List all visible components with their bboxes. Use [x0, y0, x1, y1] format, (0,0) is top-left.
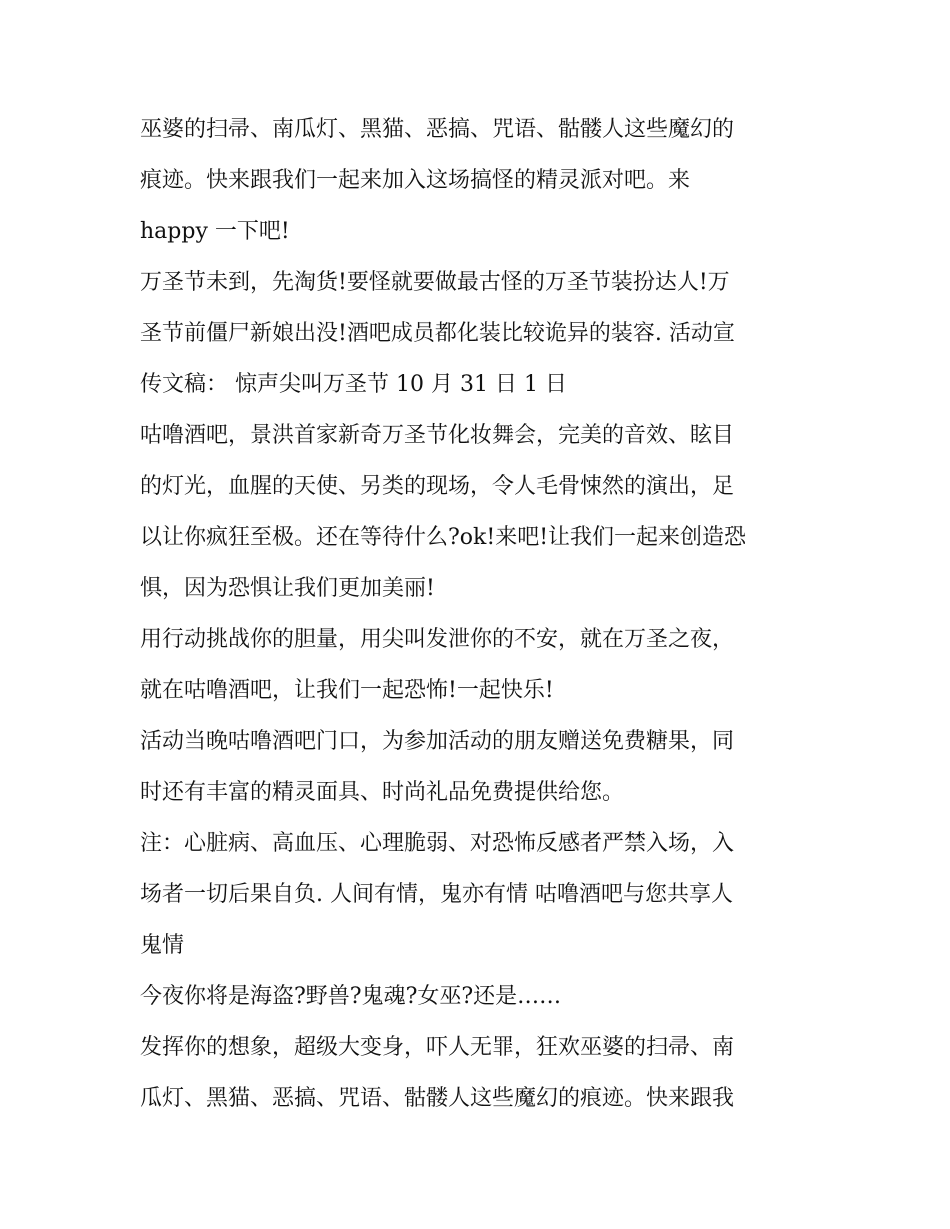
- text-line: 活动当晚咕噜酒吧门口，为参加活动的朋友赠送免费糖果，同: [140, 729, 735, 754]
- text-line: 时还有丰富的精灵面具、时尚礼品免费提供给您。: [140, 780, 625, 805]
- text-line: 场者一切后果自负. 人间有情，鬼亦有情 咕噜酒吧与您共享人: [140, 882, 733, 907]
- text-line: 咕噜酒吧，景洪首家新奇万圣节化妆舞会，完美的音效、眩目: [140, 423, 735, 448]
- text-line: 注：心脏病、高血压、心理脆弱、对恐怖反感者严禁入场，入: [140, 831, 735, 856]
- text-line: 以让你疯狂至极。还在等待什么?ok!来吧!让我们一起来创造恐: [140, 525, 747, 550]
- text-line: 传文稿： 惊声尖叫万圣节 10 月 31 日 1 日: [140, 372, 567, 397]
- text-line: 的灯光，血腥的天使、另类的现场，令人毛骨悚然的演出，足: [140, 474, 735, 499]
- text-line: 鬼情: [140, 933, 185, 958]
- text-line: 今夜你将是海盗?野兽?鬼魂?女巫?还是……: [140, 984, 562, 1009]
- text-line: 万圣节未到，先淘货!要怪就要做最古怪的万圣节装扮达人!万: [140, 270, 730, 295]
- text-line: 瓜灯、黑猫、恶搞、咒语、骷髅人这些魔幻的痕迹。快来跟我: [140, 1086, 735, 1111]
- text-line: 发挥你的想象，超级大变身，吓人无罪，狂欢巫婆的扫帚、南: [140, 1035, 735, 1060]
- text-line: 圣节前僵尸新娘出没!酒吧成员都化装比较诡异的装容. 活动宣: [140, 321, 735, 346]
- document-body: [140, 104, 820, 1124]
- text-line: 痕迹。快来跟我们一起来加入这场搞怪的精灵派对吧。来: [140, 168, 691, 193]
- text-line: happy 一下吧!: [140, 219, 290, 244]
- text-line: 巫婆的扫帚、南瓜灯、黑猫、恶搞、咒语、骷髅人这些魔幻的: [140, 117, 735, 142]
- text-line: 用行动挑战你的胆量，用尖叫发泄你的不安，就在万圣之夜，: [140, 627, 735, 652]
- text-line: 就在咕噜酒吧，让我们一起恐怖!一起快乐!: [140, 678, 554, 703]
- text-line: 惧，因为恐惧让我们更加美丽!: [140, 576, 435, 601]
